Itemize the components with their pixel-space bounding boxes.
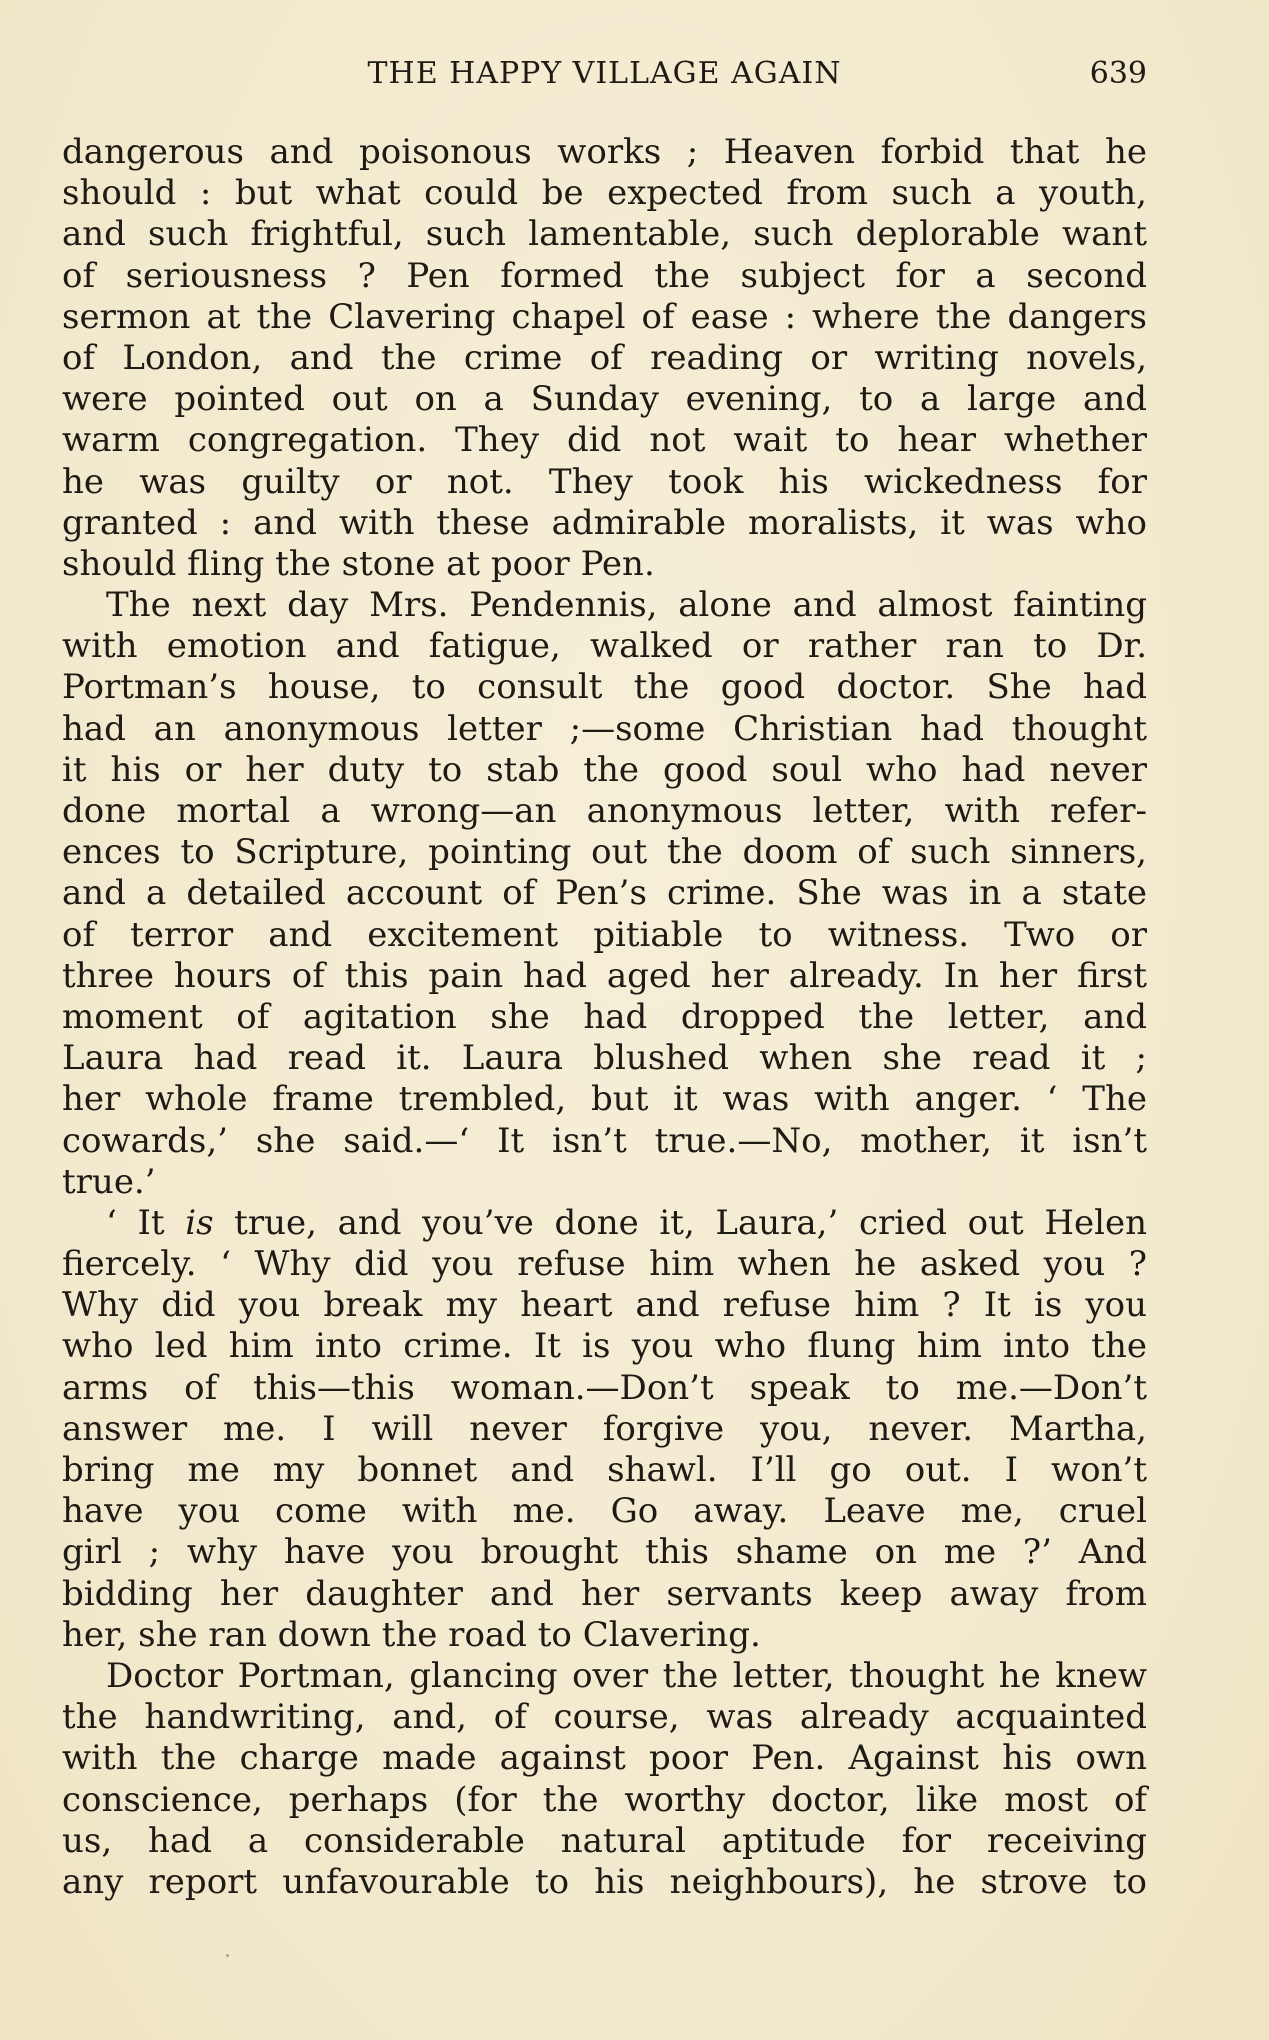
text-line: done mortal a wrong—an anonymous letter, with refer- <box>62 791 1147 831</box>
text-line: dangerous and poisonous works ; Heaven forbid that he <box>62 132 1147 172</box>
text-line: had an anonymous letter ;—some Christian had thought <box>62 708 1147 749</box>
text-line: sermon at the Clavering chapel of ease : where the dangers <box>62 296 1147 337</box>
text-line: ‘ It is true, and you’ve done it, Laura,’ cried out Helen <box>106 1202 1147 1243</box>
text-line: and a detailed account of Pen’s crime. She was in a state <box>62 873 1147 914</box>
text-line: should : but what could be expected from such a youth, <box>62 173 1147 214</box>
text-line: he was guilty or not. They took his wickedness for <box>62 461 1147 502</box>
text-line: cowards,’ she said.—‘ It isn’t true.—No, mother, it isn’t <box>62 1120 1147 1161</box>
paragraph <box>62 1656 1147 1903</box>
text-line: Why did you break my heart and refuse him ? It is you <box>62 1285 1147 1326</box>
text-line: her whole frame trembled, but it was with anger. ‘ The <box>62 1079 1147 1120</box>
text-line: us, had a considerable natural aptitude for receiving <box>62 1820 1147 1861</box>
text-line: of terror and excitement pitiable to witness. Two or <box>62 914 1147 955</box>
text-line: any report unfavourable to his neighbours), he strove to <box>62 1861 1147 1902</box>
text-line: Portman’s house, to consult the good doctor. She had <box>62 667 1147 708</box>
text-line: were pointed out on a Sunday evening, to a large and <box>62 379 1147 420</box>
paragraph <box>62 585 1147 1203</box>
paragraph <box>62 1203 1147 1656</box>
text-line: of London, and the crime of reading or writing novels, <box>62 337 1147 378</box>
text-line: girl ; why have you brought this shame on me ?’ And <box>62 1532 1147 1573</box>
text-line: should fling the stone at poor Pen. <box>62 543 655 584</box>
text-line: have you come with me. Go away. Leave me, cruel <box>62 1491 1147 1532</box>
text-line: answer me. I will never forgive you, never. Martha, <box>62 1408 1147 1449</box>
text-line: with emotion and fatigue, walked or rather ran to Dr. <box>62 626 1147 667</box>
text-line: bidding her daughter and her servants keep away from <box>62 1573 1147 1614</box>
text-line: who led him into crime. It is you who flung him into the <box>62 1326 1147 1367</box>
text-line: arms of this—this woman.—Don’t speak to me.—Don’t <box>62 1367 1147 1408</box>
running-title: THE HAPPY VILLAGE AGAIN <box>367 56 842 91</box>
text-line: with the charge made against poor Pen. Against his own <box>62 1738 1147 1779</box>
page-number: 639 <box>1089 56 1147 91</box>
text-line: it his or her duty to stab the good soul who had never <box>62 749 1147 790</box>
text-line: three hours of this pain had aged her already. In her first <box>62 955 1147 996</box>
text-line: bring me my bonnet and shawl. I’ll go out. I won’t <box>62 1450 1147 1490</box>
text-line: of seriousness ? Pen formed the subject for a second <box>62 255 1147 296</box>
text-line: and such frightful, such lamentable, such deplorable want <box>62 214 1147 255</box>
text-line: granted : and with these admirable moralists, it was who <box>62 502 1147 543</box>
text-line: warm congregation. They did not wait to hear whether <box>62 420 1147 461</box>
text-line: her, she ran down the road to Clavering. <box>62 1614 761 1655</box>
page-header <box>62 52 1147 96</box>
text-line: true.’ <box>62 1161 156 1202</box>
text-line: The next day Mrs. Pendennis, alone and almost fainting <box>106 585 1147 626</box>
text-line: fiercely. ‘ Why did you refuse him when he asked you ? <box>62 1244 1147 1285</box>
text-line: the handwriting, and, of course, was already acquainted <box>62 1697 1147 1738</box>
text-line: Laura had read it. Laura blushed when she read it ; <box>62 1038 1147 1079</box>
paper-speck <box>226 1954 229 1957</box>
body-text <box>62 132 1147 1903</box>
text-line: ences to Scripture, pointing out the doom of such sinners, <box>62 832 1147 873</box>
text-line: Doctor Portman, glancing over the letter, thought he knew <box>106 1655 1147 1696</box>
text-line: moment of agitation she had dropped the letter, and <box>62 996 1147 1037</box>
text-line: conscience, perhaps (for the worthy doctor, like most of <box>62 1779 1147 1820</box>
paragraph <box>62 132 1147 585</box>
